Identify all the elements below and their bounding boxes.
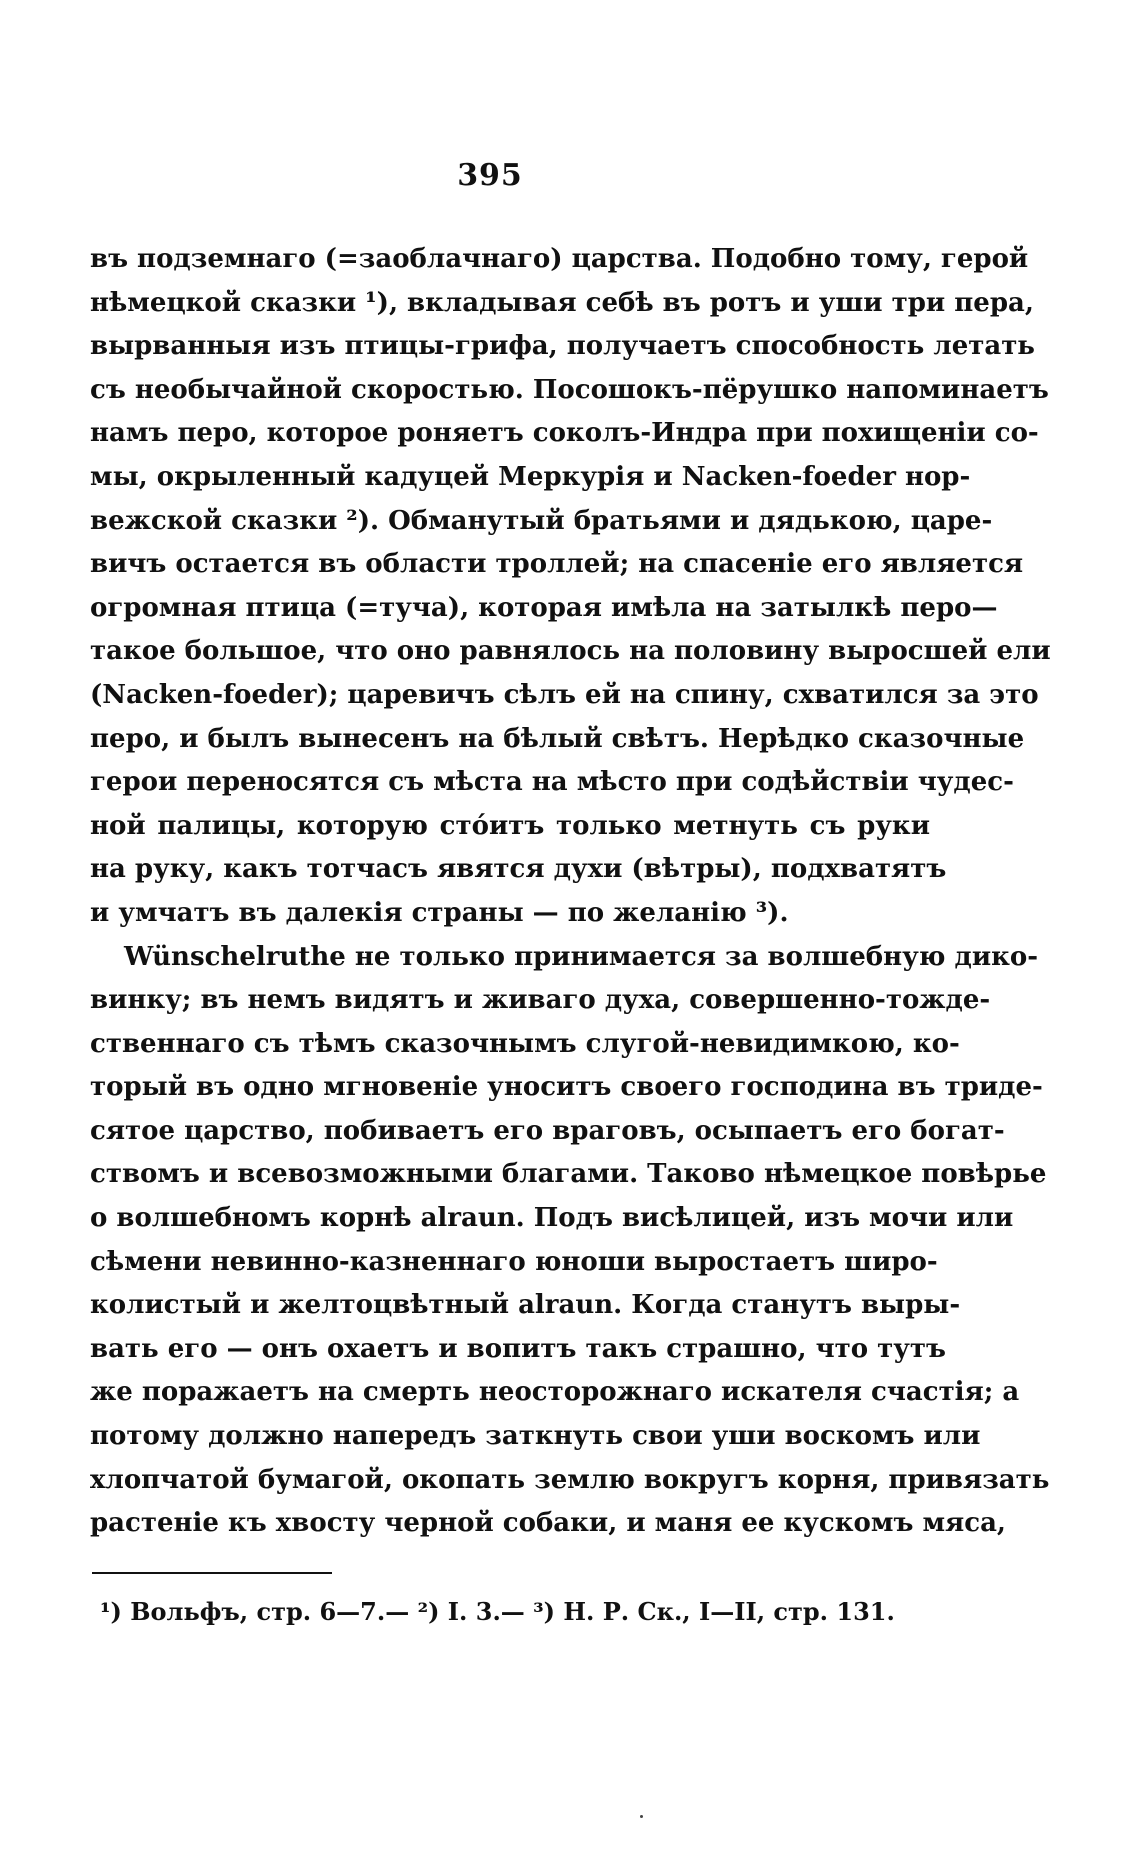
page-number: 395 — [457, 158, 523, 193]
text-line: потому должно напередъ заткнуть свои уши воскомъ или — [90, 1421, 981, 1452]
text-line: и умчатъ въ далекія страны — по желанію ³). — [90, 897, 789, 928]
text-line: хлопчатой бумагой, окопать землю вокругъ корня, привязать — [90, 1464, 1050, 1495]
footnote: ¹) Вольфъ, стр. 6—7.— ²) I. 3.— ³) Н. Р. Ск., I—II, стр. 131. — [100, 1597, 895, 1626]
text-line: огромная птица (=туча), которая имѣла на затылкѣ перо— — [90, 592, 998, 623]
text-line: сятое царство, побиваетъ его враговъ, осыпаетъ его богат- — [90, 1115, 1005, 1146]
text-line: ственнаго съ тѣмъ сказочнымъ слугой-невидимкою, ко- — [90, 1028, 960, 1059]
text-line: нѣмецкой сказки ¹), вкладывая себѣ въ ротъ и уши три пера, — [90, 287, 1034, 318]
text-line: растеніе къ хвосту черной собаки, и маня ее кускомъ мяса, — [90, 1508, 1006, 1539]
text-line: такое большое, что оно равнялось на половину выросшей ели — [90, 636, 1051, 667]
text-line: колистый и желтоцвѣтный alraun. Когда станутъ выры- — [90, 1290, 961, 1321]
text-line: вежской сказки ²). Обманутый братьями и дядькою, царе- — [90, 505, 993, 536]
text-line: вырванныя изъ птицы-грифа, получаетъ способность летать — [90, 331, 1035, 362]
text-line: вичъ остается въ области троллей; на спасеніе его является — [90, 549, 1024, 580]
text-line: торый въ одно мгновеніе уноситъ своего господина въ триде- — [90, 1072, 1043, 1103]
text-line: сѣмени невинно-казненнаго юноши выростаетъ широ- — [90, 1246, 938, 1277]
footnote-divider — [92, 1572, 332, 1574]
text-line: о волшебномъ корнѣ alraun. Подъ висѣлицей, изъ мочи или — [90, 1203, 1014, 1234]
text-line: въ подземнаго (=заоблачнаго) царства. Подобно тому, герой — [90, 244, 1029, 274]
text-line: мы, окрыленный кадуцей Меркурія и Nacken-foeder нор- — [90, 461, 971, 492]
text-line: ствомъ и всевозможными благами. Таково нѣмецкое повѣрье — [90, 1159, 1047, 1190]
print-speck — [640, 1815, 643, 1818]
text-line: намъ перо, которое роняетъ соколъ-Индра при похищеніи со- — [90, 418, 1039, 449]
text-line: же поражаетъ на смерть неосторожнаго искателя счастія; а — [90, 1377, 1020, 1408]
text-line: перо, и былъ вынесенъ на бѣлый свѣтъ. Нерѣдко сказочные — [90, 723, 1025, 754]
text-line: герои переносятся съ мѣста на мѣсто при содѣйствіи чудес- — [90, 767, 1014, 798]
text-line: (Nacken-foeder); царевичъ сѣлъ ей на спину, схватился за это — [90, 679, 1039, 710]
text-line: вать его — онъ охаетъ и вопитъ такъ страшно, что тутъ — [90, 1333, 946, 1364]
text-line: ной палицы, которую стóитъ только метнуть съ руки — [90, 810, 930, 841]
text-line: на руку, какъ тотчасъ явятся духи (вѣтры), подхватятъ — [90, 854, 947, 885]
text-line: съ необычайной скоростью. Посошокъ-пёрушко напоминаетъ — [90, 374, 1049, 405]
paragraph-start-line: Wünschelruthe не только принимается за волшебную дико- — [124, 941, 1039, 972]
text-line: винку; въ немъ видятъ и живаго духа, совершенно-тожде- — [90, 985, 991, 1016]
body-text — [90, 238, 1051, 1546]
